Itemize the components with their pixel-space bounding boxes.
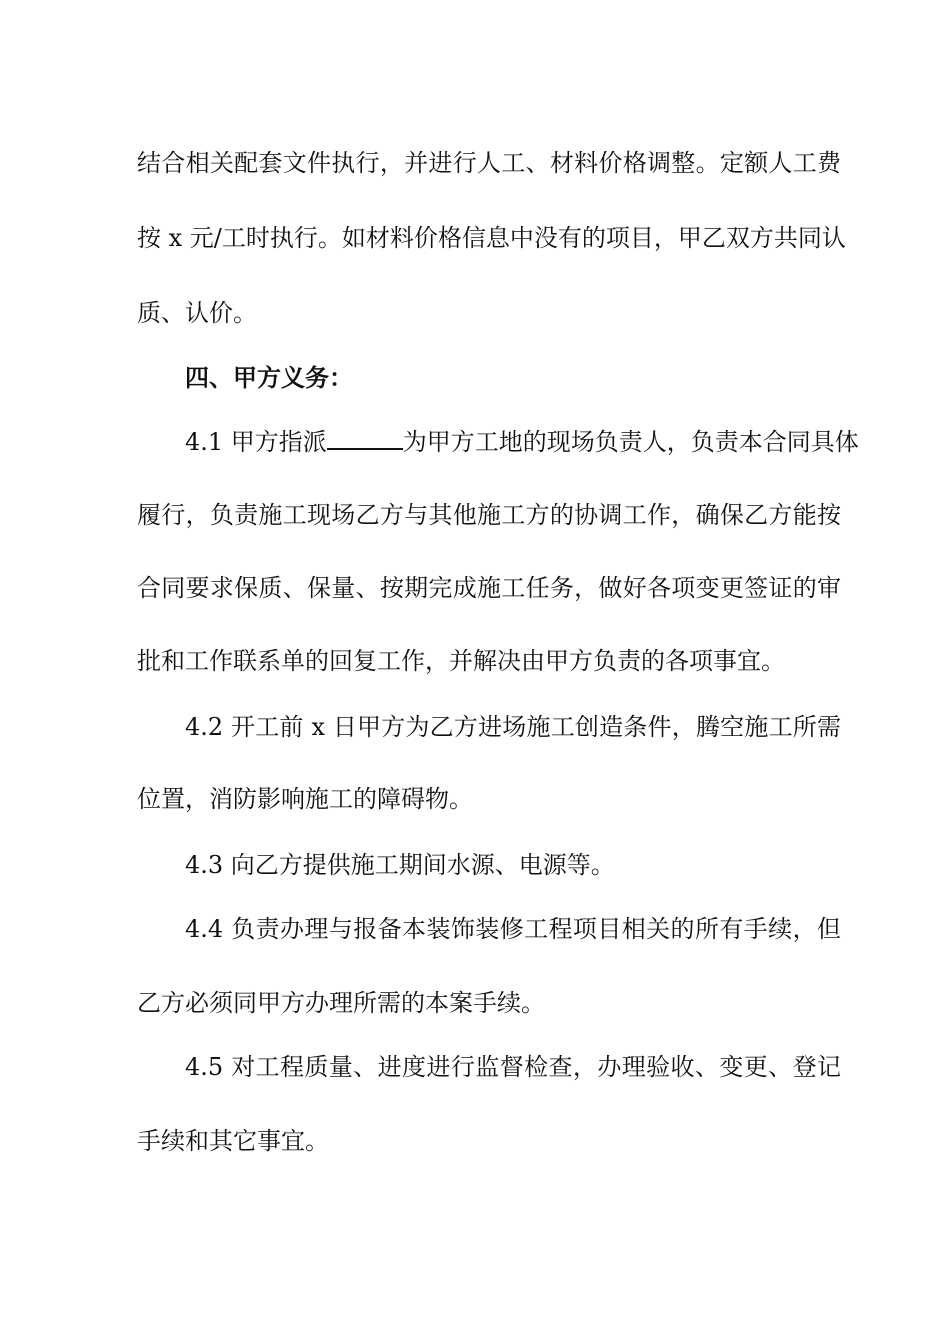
text-line [185, 426, 859, 456]
text-line: 批和工作联系单的回复工作，并解决由甲方负责的各项事宜。 [137, 647, 785, 675]
text-line: 手续和其它事宜。 [137, 1127, 329, 1155]
blank-field [327, 426, 403, 450]
text-line: 质、认价。 [137, 299, 257, 327]
text-line: 4.3 向乙方提供施工期间水源、电源等。 [185, 851, 615, 879]
text-line: 结合相关配套文件执行，并进行人工、材料价格调整。定额人工费 [137, 149, 841, 177]
text-line: 按 x 元/工时执行。如材料价格信息中没有的项目，甲乙双方共同认 [137, 224, 846, 252]
clause-text: 为甲方工地的现场负责人，负责本合同具体 [402, 428, 859, 456]
text-line: 履行，负责施工现场乙方与其他施工方的协调工作，确保乙方能按 [137, 501, 841, 529]
text-line: 4.4 负责办理与报备本装饰装修工程项目相关的所有手续，但 [185, 915, 841, 943]
text-line: 4.2 开工前 x 日甲方为乙方进场施工创造条件，腾空施工所需 [185, 713, 841, 741]
clause-label: 4.1 甲方指派 [185, 428, 327, 456]
section-heading: 四、甲方义务： [185, 363, 353, 392]
text-line: 位置，消防影响施工的障碍物。 [137, 785, 473, 813]
text-line: 4.5 对工程质量、进度进行监督检查，办理验收、变更、登记 [185, 1053, 841, 1081]
text-line: 乙方必须同甲方办理所需的本案手续。 [137, 989, 545, 1017]
text-line: 合同要求保质、保量、按期完成施工任务，做好各项变更签证的审 [137, 574, 841, 602]
